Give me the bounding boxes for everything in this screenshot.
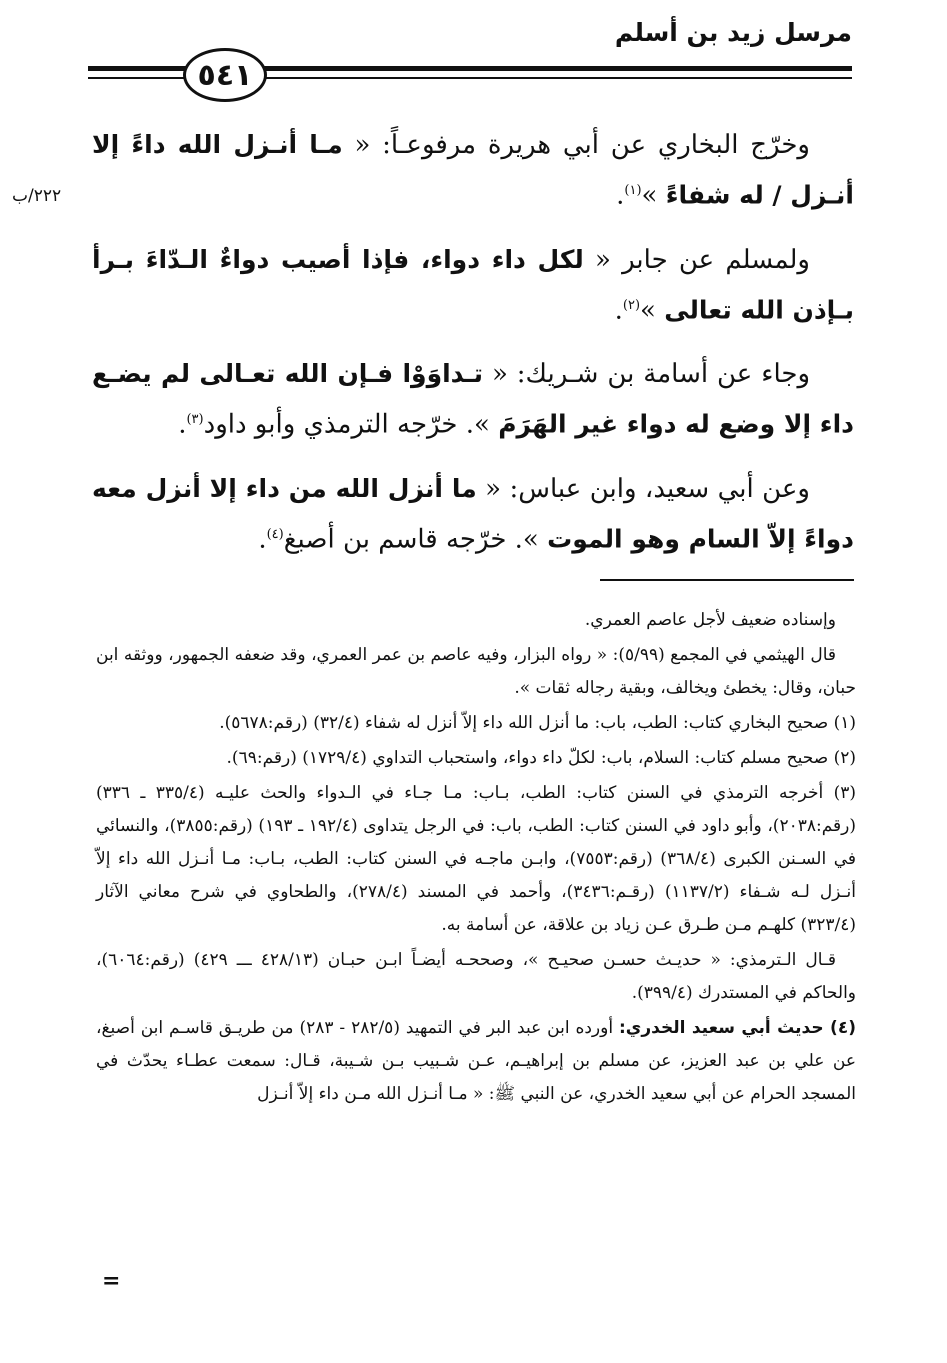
- paragraph-4: [92, 466, 854, 563]
- paragraph-2: [92, 237, 854, 334]
- text-run: وجاء عن أسامة بن شـريك: «: [483, 359, 810, 390]
- footnote-4-label: (٤) حديث أبي سعيد الخدري:: [618, 1018, 856, 1038]
- manuscript-folio-note: ٢٢٢/ب: [12, 186, 62, 206]
- footnote-4-text: أورده ابن عبد البر في التمهيد (٢٨٢/٥ - ٢٨٣) من طريـق قاسـم ابن أصبغ، عن علي بن عبد العزيز، عن مسلم بن إبراهيـم، عـن شـبيب بـن شـيبة، قـال: سمعت عطـاء يحدّث في المسجد الحرام عن أبي سعيد الخدري، عن النبي ﷺ: « مـا أنـزل الله مـن داء إلاّ أنـزل: [96, 1018, 856, 1104]
- running-title: مرسل زيد بن أسلم: [614, 18, 852, 47]
- paragraph-1: [92, 122, 854, 219]
- footnote-1: (١) صحيح البخاري كتاب: الطب، باب: ما أنزل الله داء إلاّ أنزل له شفاء (٣٢/٤) (رقم:٥٦٧٨).: [219, 713, 856, 733]
- footnote-ref-1[interactable]: (١): [624, 183, 642, 198]
- text-run: .: [614, 295, 623, 326]
- page-number: ٥٤١: [183, 48, 267, 102]
- text-run: .: [178, 409, 187, 440]
- footnote-3: (٣) أخرجه الترمذي في السنن كتاب: الطب، بـاب: مـا جـاء في الـدواء والحث عليـه (٣٣٥/٤ ـ ٣٣٦) (رقم:٢٠٣٨)، وأبو داود في السنن كتاب: الطب، باب: في الرجل يتداوى (١٩٢/٤ ـ ١٩٣) (رقم:٣٨٥٥)، والنسائي في السـنن الكبرى (٣٦٨/٤) (رقم:٧٥٥٣)، وابـن ماجـه في السنن كتاب: الطب، بـاب: مـا أنـزل الله داء إلاّ أنـزل لـه شـفاء (١١٣٧/٢) (رقـم:٣٤٣٦)، وأحمد في المسند (٢٧٨/٤)، والطحاوي في شرح معاني الآثار (٣٢٣/٤) كلهـم مـن طـرق عـن زياد بن علاقة، عن أسامة به.: [96, 783, 857, 935]
- continuation-mark: =: [102, 1268, 121, 1294]
- paragraph-3: [92, 351, 854, 448]
- hadith-quote: ما أنزل الله من داء إلا أنزل معه دواءً إلاّ السام وهو الموت: [92, 473, 854, 554]
- footnote-ref-3[interactable]: (٣): [186, 412, 204, 428]
- text-run: .: [258, 524, 267, 555]
- page-header: [88, 14, 852, 106]
- footnote-3-continued: قـال الـترمذي: « حديـث حسـن صحيـح »، وصححـه أيضـاً ابـن حبـان (٤٢٨/١٣ ـــ ٤٢٩) (رقم:٦٠٦٤)، والحاكم في المستدرك (٣٩٩/٤).: [96, 950, 856, 1003]
- hadith-quote: لكل داء دواء، فإذا أصيب دواءٌ الـدّاءَ بـرأ بـإذن الله تعالى: [92, 244, 854, 325]
- text-run: ولمسلم عن جابر «: [583, 244, 810, 275]
- footnote-carryover-1: وإسناده ضعيف لأجل عاصم العمري.: [584, 610, 836, 630]
- footnotes: [96, 604, 856, 1113]
- text-run: وخرّج البخاري عن أبي هريرة مرفوعـاً: «: [342, 130, 810, 160]
- text-run: ». خرّجه الترمذي وأبو داود: [203, 409, 499, 440]
- text-run: .: [616, 180, 625, 211]
- hadith-quote: مـا أنـزل الله داءً إلا أنـزل / له شفاءً: [92, 130, 854, 210]
- footnote-ref-4[interactable]: (٤): [266, 526, 284, 542]
- main-text: [92, 122, 854, 581]
- hadith-quote: تـداوَوْا فـإن الله تعـالى لم يضـع داء إلا وضع له دواء غير الهَرَمَ: [92, 359, 854, 439]
- text-run: وعن أبي سعيد، وابن عباس: «: [476, 473, 810, 504]
- text-run: »: [641, 180, 666, 211]
- text-run: »: [640, 295, 665, 326]
- text-run: ». خرّجه قاسم بن أصبغ: [283, 524, 548, 555]
- footnote-separator: [600, 579, 854, 581]
- footnote-ref-2[interactable]: (٢): [622, 297, 641, 313]
- footnote-4: [96, 1012, 856, 1111]
- footnote-carryover-2: قال الهيثمي في المجمع (٥/٩٩): « رواه البزار، وفيه عاصم بن عمر العمري، وقد ضعفه الجمهور، ووثقه ابن حبان، وقال: يخطئ ويخالف، وبقية رجاله ثقات ».: [96, 645, 856, 698]
- footnote-2: (٢) صحيح مسلم كتاب: السلام، باب: لكلّ داء دواء، واستحباب التداوي (١٧٢٩/٤) (رقم:٦٩).: [226, 748, 856, 768]
